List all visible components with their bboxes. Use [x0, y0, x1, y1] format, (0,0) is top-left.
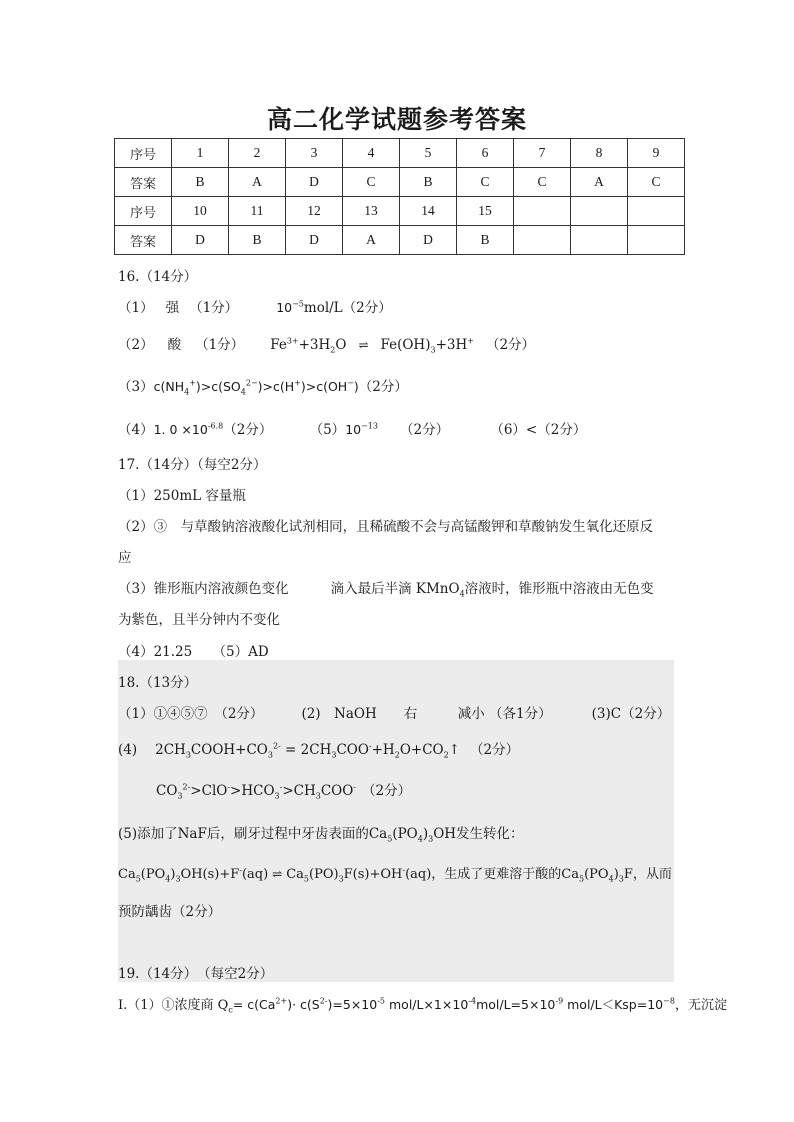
- q17-line-2: （2）③ 与草酸钠溶液酸化试剂相同，且稀硫酸不会与高锰酸钾和草酸钠发生氧化还原反: [118, 519, 654, 535]
- q17-line-4: （4）21.25 （5）AD: [118, 644, 269, 660]
- table-cell: [628, 197, 685, 226]
- q19-line-1: I.（1）①浓度商 $Q_c= c(Ca^{2+})\cdot c(S^{2-})=5\times 10^{-5}$ mol/$L\times 1\times 10^{-4}mol/L=5\times 10^{-9}$ mol/$L<Ksp=10^{-8}$，无沉淀: [118, 996, 727, 1015]
- table-row-header: 答案: [115, 168, 172, 197]
- table-cell: B: [172, 168, 229, 197]
- q17-line-1: （1）250mL 容量瓶: [118, 488, 246, 504]
- q18-line-1: （1）①④⑤⑦ （2分） (2) NaOH 右 减小 （各1分） (3)C（2分）: [118, 706, 671, 722]
- q18-line-6: 预防龋齿（2分）: [118, 904, 222, 920]
- table-cell: [514, 197, 571, 226]
- q18-heading: 18.（13分）: [118, 675, 198, 691]
- table-row: [115, 168, 685, 197]
- table-cell: D: [286, 226, 343, 255]
- q18-line-4: (5)添加了NaF后，刷牙过程中牙齿表面的$Ca_5(PO_4)_3OH$发生转化：: [118, 826, 524, 844]
- table-cell: 15: [457, 197, 514, 226]
- table-cell: 11: [229, 197, 286, 226]
- equilibrium-arrow-icon: ⇌: [358, 337, 369, 352]
- table-cell: [571, 226, 628, 255]
- table-row: [115, 226, 685, 255]
- q17-line-3c: 为紫色，且半分钟内不变化: [118, 612, 280, 628]
- table-cell: A: [229, 168, 286, 197]
- table-cell: D: [400, 226, 457, 255]
- equilibrium-arrow-icon: ⇌: [272, 866, 283, 881]
- table-cell: D: [286, 168, 343, 197]
- q16-heading: 16.（14分）: [118, 269, 198, 285]
- table-row: [115, 197, 685, 226]
- q16-line-2: （2） 酸 （1分） $Fe^{3+}+3H_2O$ ⇌ $Fe(OH)_3+3H^+$ （2分）: [118, 336, 536, 355]
- answer-table: [114, 138, 685, 255]
- table-cell: 9: [628, 139, 685, 168]
- q16-line-3: $(3)c(NH_4^+)>c(SO_4^{2-})>c(H^+)>c(OH^-)(2$分）: [118, 378, 408, 397]
- table-cell: 3: [286, 139, 343, 168]
- table-cell: B: [229, 226, 286, 255]
- table-cell: 8: [571, 139, 628, 168]
- table-cell: A: [343, 226, 400, 255]
- q18-line-3: $CO_3^{2-}>ClO^->HCO_3^->CH_3COO^-$ （2分）: [156, 782, 412, 801]
- table-cell: C: [628, 168, 685, 197]
- page-title: 高二化学试题参考答案: [266, 105, 527, 134]
- table-cell: 4: [343, 139, 400, 168]
- table-row-header: 答案: [115, 226, 172, 255]
- table-cell: B: [457, 226, 514, 255]
- table-cell: D: [172, 226, 229, 255]
- q19-heading: 19.（14分） （每空2分）: [118, 966, 274, 982]
- q16-line-1: （1） 强 （1分） $10^{-5}mol/L(2$分）: [118, 299, 392, 316]
- table-row-header: 序号: [115, 197, 172, 226]
- table-cell: 6: [457, 139, 514, 168]
- table-cell: 1: [172, 139, 229, 168]
- q17-line-3: （3）锥形瓶内溶液颜色变化 滴入最后半滴 KMnO$_4$溶液时，锥形瓶中溶液由无色变: [118, 581, 654, 599]
- q17-heading: 17.（14分）（每空2分）: [118, 457, 267, 473]
- table-cell: 7: [514, 139, 571, 168]
- table-row: [115, 139, 685, 168]
- table-cell: C: [457, 168, 514, 197]
- table-cell: [628, 226, 685, 255]
- table-cell: [571, 197, 628, 226]
- table-cell: A: [571, 168, 628, 197]
- q18-line-2: (4) $2CH_3COOH+CO_3^{2-}$ = $2CH_3COO^-+H_2O+CO_2↑$ （2分）: [118, 741, 520, 760]
- table-cell: C: [343, 168, 400, 197]
- table-cell: [514, 226, 571, 255]
- table-cell: 2: [229, 139, 286, 168]
- table-cell: 12: [286, 197, 343, 226]
- table-cell: 13: [343, 197, 400, 226]
- q17-line-2b: 应: [118, 550, 132, 566]
- q16-line-4: （4）1. $0 \times 10^{-6.8}(2$分） $(5)10^{-13}$ （2分） （6）<（2分）: [118, 421, 587, 438]
- table-row-header: 序号: [115, 139, 172, 168]
- table-cell: B: [400, 168, 457, 197]
- table-cell: 14: [400, 197, 457, 226]
- table-cell: C: [514, 168, 571, 197]
- q18-line-5: $Ca_5(PO_4)_3OH(s)+F^-(aq)$ ⇌ $Ca_5(PO)_3F(s)+OH^-(aq)$，生成了更难溶于酸的$Ca_5(PO_4)_3F$，从而: [118, 865, 672, 884]
- table-cell: 5: [400, 139, 457, 168]
- gas-arrow-icon: ↑: [448, 742, 460, 758]
- table-cell: 10: [172, 197, 229, 226]
